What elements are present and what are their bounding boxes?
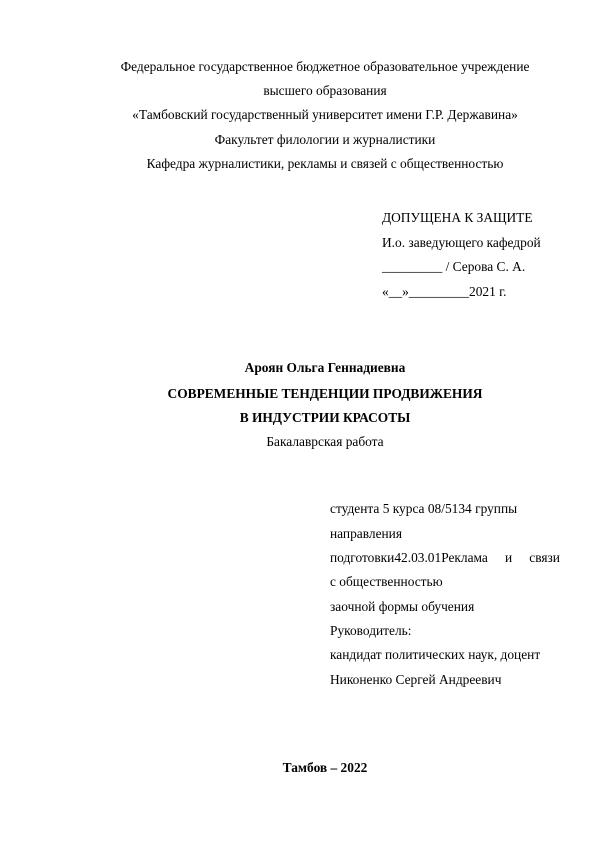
approval-date: «__»_________2021 г.: [382, 284, 507, 299]
approval-signature: _________ / Серова С. А.: [382, 259, 526, 274]
work-type: Бакалаврская работа: [266, 434, 384, 449]
supervisor-name: Никоненко Сергей Андреевич: [330, 672, 502, 687]
author-name: Ароян Ольга Геннадиевна: [244, 360, 406, 375]
student-info-line-1: студента 5 курса 08/5134 группы: [330, 501, 518, 516]
student-info-line-3-a: подготовки42.03.01Реклама: [330, 550, 488, 565]
student-info-line-3-b: и: [504, 550, 513, 565]
approval-title: ДОПУЩЕНА К ЗАЩИТЕ: [382, 210, 533, 225]
department-name: Кафедра журналистики, рекламы и связей с общественностью: [146, 156, 504, 171]
student-info-line-2: направления: [330, 526, 403, 541]
supervisor-degree: кандидат политических наук, доцент: [330, 647, 541, 662]
institution-line-1: Федеральное государственное бюджетное образовательное учреждение: [120, 59, 530, 74]
institution-line-2: высшего образования: [263, 83, 387, 98]
faculty-name: Факультет филологии и журналистики: [214, 132, 436, 147]
supervisor-label: Руководитель:: [330, 623, 412, 638]
approval-position: И.о. заведующего кафедрой: [382, 235, 541, 250]
student-info-line-3-c: связи: [529, 550, 560, 565]
work-title-line-2: В ИНДУСТРИИ КРАСОТЫ: [239, 410, 411, 425]
student-info-line-5: заочной формы обучения: [330, 599, 475, 614]
student-info-line-3: [330, 551, 560, 564]
student-info-line-4: с общественностью: [330, 574, 443, 589]
university-name: «Тамбовский государственный университет имени Г.Р. Державина»: [132, 107, 518, 122]
work-title-line-1: СОВРЕМЕННЫЕ ТЕНДЕНЦИИ ПРОДВИЖЕНИЯ: [167, 386, 483, 401]
city-year: Тамбов – 2022: [282, 760, 368, 775]
